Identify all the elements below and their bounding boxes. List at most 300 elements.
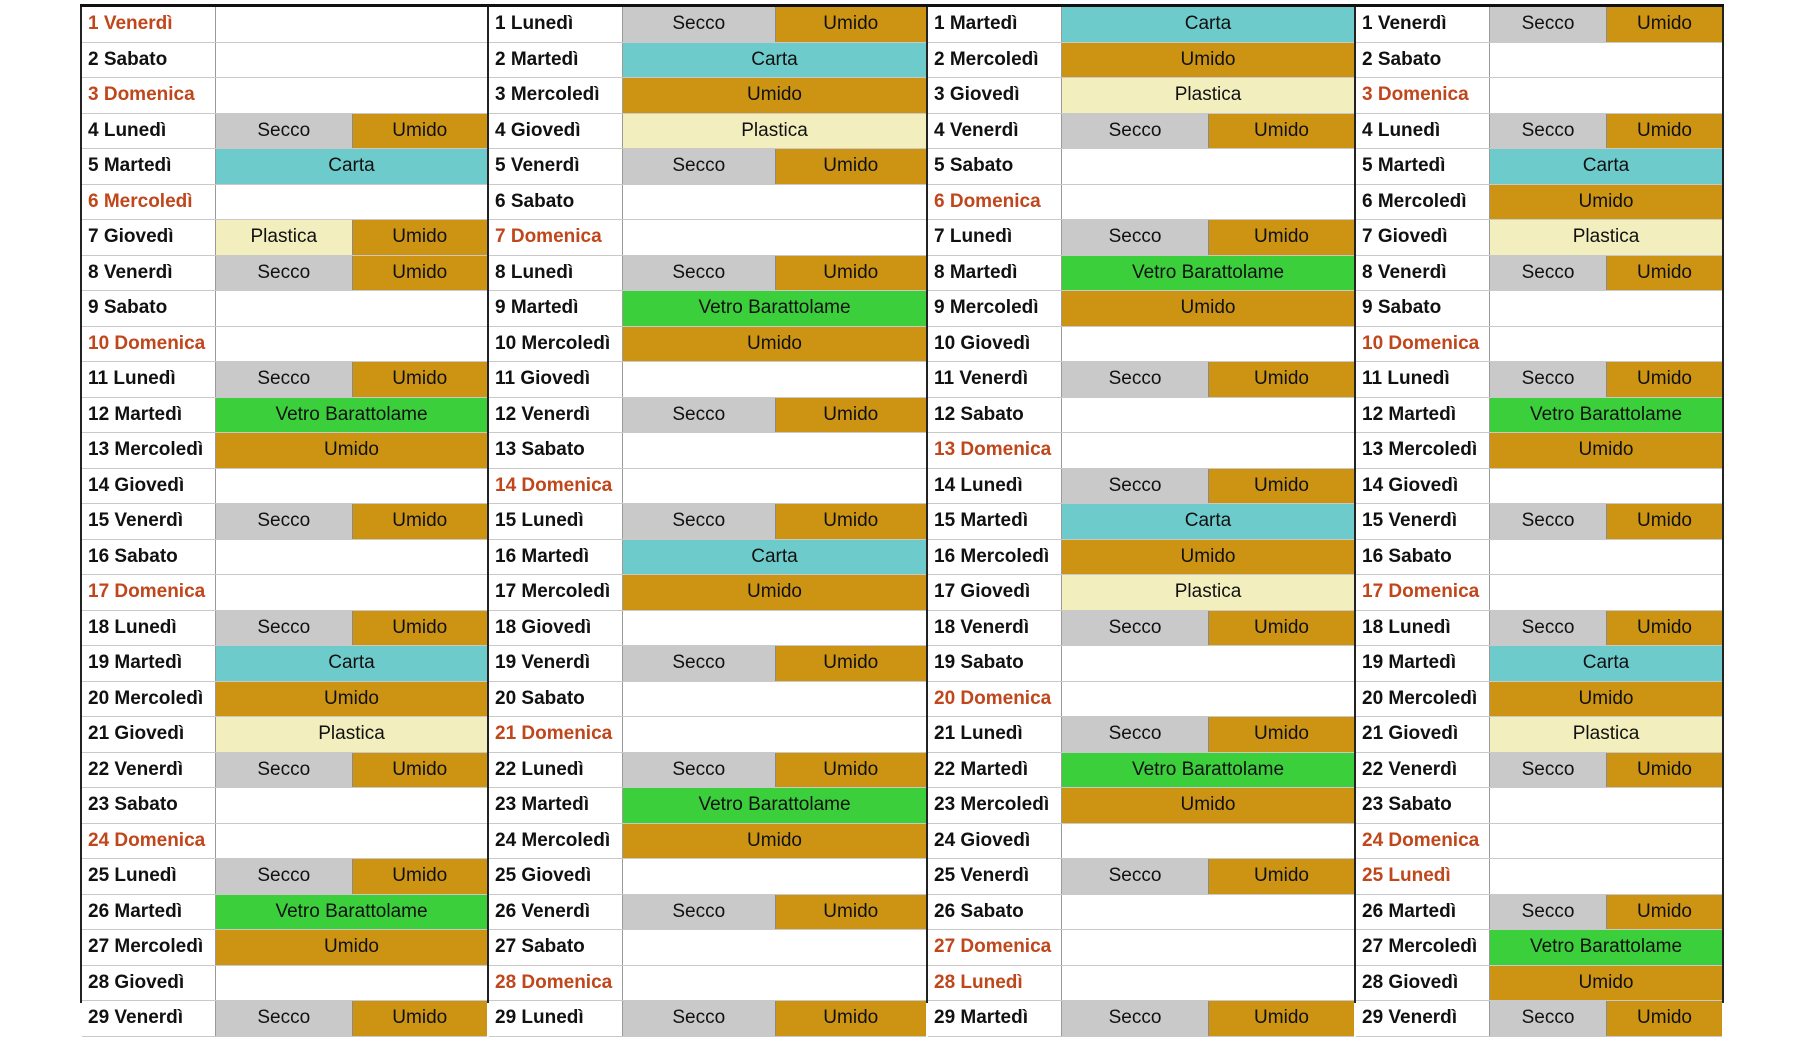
collection-slots [1062, 753, 1354, 788]
day-row [489, 362, 926, 398]
collection-slots [1490, 362, 1722, 397]
collection-slots [216, 362, 487, 397]
day-label: 8 Martedì [928, 256, 1062, 291]
day-label: 13 Sabato [489, 433, 623, 468]
collection-slots [1062, 114, 1354, 149]
day-row [489, 504, 926, 540]
day-row [489, 824, 926, 860]
waste-type-cell: Secco [623, 895, 775, 930]
collection-slots [216, 824, 487, 859]
day-label: 25 Venerdì [928, 859, 1062, 894]
day-label: 29 Martedì [928, 1001, 1062, 1036]
collection-slots [1062, 185, 1354, 220]
waste-type-cell: Umido [1606, 611, 1722, 646]
day-label: 27 Mercoledì [82, 930, 216, 965]
collection-slots [216, 43, 487, 78]
day-row [489, 327, 926, 363]
collection-slots [216, 7, 487, 42]
day-label: 23 Martedì [489, 788, 623, 823]
collection-slots [216, 149, 487, 184]
day-label: 28 Domenica [489, 966, 623, 1001]
day-label: 21 Lunedì [928, 717, 1062, 752]
waste-type-cell: Vetro Barattolame [1490, 398, 1722, 433]
day-row [928, 966, 1354, 1002]
day-label: 1 Venerdì [1356, 7, 1490, 42]
waste-type-cell: Umido [775, 753, 927, 788]
day-label: 14 Domenica [489, 469, 623, 504]
collection-slots [1490, 540, 1722, 575]
collection-slots [1490, 114, 1722, 149]
day-row [1356, 78, 1722, 114]
day-row [928, 930, 1354, 966]
day-row [928, 114, 1354, 150]
day-row [489, 895, 926, 931]
collection-slots [216, 646, 487, 681]
day-row [1356, 433, 1722, 469]
collection-slots [1062, 824, 1354, 859]
collection-slots [1062, 469, 1354, 504]
waste-type-cell: Umido [1208, 611, 1354, 646]
day-label: 23 Sabato [82, 788, 216, 823]
waste-type-cell: Secco [623, 398, 775, 433]
waste-type-cell: Umido [1490, 185, 1722, 220]
day-label: 1 Martedì [928, 7, 1062, 42]
waste-type-cell: Umido [1208, 469, 1354, 504]
collection-slots [216, 504, 487, 539]
collection-slots [1490, 43, 1722, 78]
collection-slots [623, 1001, 926, 1036]
day-row [1356, 43, 1722, 79]
day-row [1356, 1001, 1722, 1037]
waste-type-cell: Secco [1062, 469, 1208, 504]
collection-slots [216, 469, 487, 504]
day-row [489, 859, 926, 895]
day-row [928, 291, 1354, 327]
day-label: 16 Sabato [1356, 540, 1490, 575]
day-label: 3 Domenica [82, 78, 216, 113]
day-label: 7 Giovedì [82, 220, 216, 255]
day-label: 6 Mercoledì [1356, 185, 1490, 220]
day-row [1356, 966, 1722, 1002]
day-label: 24 Mercoledì [489, 824, 623, 859]
day-row [928, 398, 1354, 434]
day-row [489, 220, 926, 256]
collection-slots [1062, 504, 1354, 539]
waste-type-cell: Secco [216, 362, 352, 397]
waste-type-cell: Secco [623, 753, 775, 788]
day-row [1356, 575, 1722, 611]
day-row [1356, 469, 1722, 505]
waste-type-cell: Umido [216, 433, 487, 468]
day-row [82, 717, 487, 753]
collection-calendar [80, 4, 1724, 1029]
day-label: 17 Domenica [82, 575, 216, 610]
day-label: 5 Sabato [928, 149, 1062, 184]
day-row [489, 433, 926, 469]
day-label: 7 Lunedì [928, 220, 1062, 255]
day-row [928, 43, 1354, 79]
day-label: 16 Martedì [489, 540, 623, 575]
day-row [928, 788, 1354, 824]
day-row [489, 575, 926, 611]
day-row [82, 895, 487, 931]
day-label: 11 Lunedì [1356, 362, 1490, 397]
day-label: 13 Domenica [928, 433, 1062, 468]
waste-type-cell: Secco [216, 611, 352, 646]
waste-type-cell: Secco [623, 256, 775, 291]
collection-slots [216, 753, 487, 788]
day-label: 5 Martedì [1356, 149, 1490, 184]
collection-slots [623, 362, 926, 397]
collection-slots [216, 185, 487, 220]
waste-type-cell: Umido [775, 398, 927, 433]
collection-slots [1490, 185, 1722, 220]
day-label: 17 Domenica [1356, 575, 1490, 610]
collection-slots [1490, 327, 1722, 362]
day-row [82, 1001, 487, 1037]
day-label: 2 Mercoledì [928, 43, 1062, 78]
waste-type-cell: Umido [352, 220, 488, 255]
day-label: 26 Martedì [1356, 895, 1490, 930]
waste-type-cell: Umido [1606, 7, 1722, 42]
collection-slots [216, 114, 487, 149]
day-label: 10 Giovedì [928, 327, 1062, 362]
waste-type-cell: Umido [216, 682, 487, 717]
waste-type-cell: Umido [352, 753, 488, 788]
waste-type-cell: Umido [1208, 717, 1354, 752]
collection-slots [1062, 327, 1354, 362]
day-label: 24 Domenica [1356, 824, 1490, 859]
waste-type-cell: Umido [1208, 859, 1354, 894]
waste-type-cell: Umido [623, 327, 926, 362]
day-row [928, 895, 1354, 931]
waste-type-cell: Vetro Barattolame [216, 398, 487, 433]
collection-slots [216, 220, 487, 255]
day-label: 16 Sabato [82, 540, 216, 575]
day-label: 15 Lunedì [489, 504, 623, 539]
collection-slots [623, 185, 926, 220]
day-label: 26 Sabato [928, 895, 1062, 930]
day-label: 17 Mercoledì [489, 575, 623, 610]
day-row [1356, 824, 1722, 860]
collection-slots [623, 433, 926, 468]
waste-type-cell: Umido [1062, 43, 1354, 78]
day-label: 5 Venerdì [489, 149, 623, 184]
waste-type-cell: Secco [1490, 362, 1606, 397]
collection-slots [623, 114, 926, 149]
waste-type-cell: Secco [623, 7, 775, 42]
collection-slots [1062, 646, 1354, 681]
day-label: 13 Mercoledì [1356, 433, 1490, 468]
collection-slots [1490, 149, 1722, 184]
day-row [1356, 717, 1722, 753]
day-label: 27 Domenica [928, 930, 1062, 965]
collection-slots [1490, 930, 1722, 965]
day-row [928, 7, 1354, 43]
day-label: 19 Martedì [82, 646, 216, 681]
waste-type-cell: Umido [775, 149, 927, 184]
day-label: 9 Sabato [1356, 291, 1490, 326]
day-label: 18 Giovedì [489, 611, 623, 646]
day-row [489, 717, 926, 753]
collection-slots [216, 966, 487, 1001]
day-label: 20 Mercoledì [82, 682, 216, 717]
waste-type-cell: Carta [216, 149, 487, 184]
collection-slots [1490, 398, 1722, 433]
collection-slots [1062, 1001, 1354, 1036]
collection-slots [216, 611, 487, 646]
day-label: 7 Domenica [489, 220, 623, 255]
day-row [489, 611, 926, 647]
waste-type-cell: Umido [623, 575, 926, 610]
day-row [1356, 149, 1722, 185]
waste-type-cell: Umido [352, 256, 488, 291]
day-label: 12 Sabato [928, 398, 1062, 433]
day-label: 22 Venerdì [82, 753, 216, 788]
waste-type-cell: Umido [1490, 682, 1722, 717]
collection-slots [216, 930, 487, 965]
day-row [489, 256, 926, 292]
waste-type-cell: Vetro Barattolame [1490, 930, 1722, 965]
day-label: 18 Lunedì [1356, 611, 1490, 646]
day-label: 29 Venerdì [1356, 1001, 1490, 1036]
waste-type-cell: Carta [1490, 149, 1722, 184]
day-row [928, 433, 1354, 469]
collection-slots [623, 327, 926, 362]
day-row [1356, 398, 1722, 434]
day-row [82, 327, 487, 363]
collection-slots [623, 788, 926, 823]
day-row [82, 788, 487, 824]
day-row [82, 930, 487, 966]
day-label: 4 Giovedì [489, 114, 623, 149]
day-row [1356, 930, 1722, 966]
collection-slots [1062, 717, 1354, 752]
waste-type-cell: Umido [1606, 1001, 1722, 1036]
collection-slots [1490, 966, 1722, 1001]
waste-type-cell: Umido [352, 1001, 488, 1036]
day-label: 9 Mercoledì [928, 291, 1062, 326]
waste-type-cell: Umido [775, 646, 927, 681]
collection-slots [216, 859, 487, 894]
day-row [489, 78, 926, 114]
waste-type-cell: Secco [1490, 895, 1606, 930]
day-row [928, 78, 1354, 114]
collection-slots [623, 682, 926, 717]
waste-type-cell: Umido [623, 78, 926, 113]
day-row [928, 611, 1354, 647]
day-label: 11 Venerdì [928, 362, 1062, 397]
day-label: 10 Domenica [1356, 327, 1490, 362]
day-label: 25 Lunedì [82, 859, 216, 894]
day-label: 3 Giovedì [928, 78, 1062, 113]
day-row [82, 114, 487, 150]
day-row [1356, 611, 1722, 647]
day-row [928, 220, 1354, 256]
day-row [82, 78, 487, 114]
collection-slots [623, 43, 926, 78]
collection-slots [623, 149, 926, 184]
collection-slots [1490, 291, 1722, 326]
day-label: 24 Giovedì [928, 824, 1062, 859]
day-row [1356, 7, 1722, 43]
waste-type-cell: Umido [1208, 114, 1354, 149]
day-row [82, 575, 487, 611]
collection-slots [1062, 788, 1354, 823]
waste-type-cell: Umido [1062, 788, 1354, 823]
waste-type-cell: Umido [1606, 895, 1722, 930]
day-label: 7 Giovedì [1356, 220, 1490, 255]
waste-type-cell: Umido [216, 930, 487, 965]
day-label: 8 Lunedì [489, 256, 623, 291]
waste-type-cell: Secco [216, 859, 352, 894]
collection-slots [1490, 646, 1722, 681]
day-row [1356, 256, 1722, 292]
waste-type-cell: Secco [1062, 1001, 1208, 1036]
waste-type-cell: Umido [1062, 540, 1354, 575]
waste-type-cell: Secco [216, 504, 352, 539]
day-label: 12 Martedì [1356, 398, 1490, 433]
day-row [1356, 327, 1722, 363]
day-row [1356, 682, 1722, 718]
day-row [489, 114, 926, 150]
day-label: 19 Venerdì [489, 646, 623, 681]
collection-slots [1062, 7, 1354, 42]
collection-slots [623, 540, 926, 575]
day-row [1356, 114, 1722, 150]
collection-slots [623, 575, 926, 610]
day-label: 28 Lunedì [928, 966, 1062, 1001]
collection-slots [1490, 859, 1722, 894]
day-label: 21 Giovedì [1356, 717, 1490, 752]
waste-type-cell: Umido [1490, 966, 1722, 1001]
waste-type-cell: Secco [216, 256, 352, 291]
waste-type-cell: Plastica [623, 114, 926, 149]
day-label: 19 Sabato [928, 646, 1062, 681]
waste-type-cell: Secco [1490, 1001, 1606, 1036]
day-row [82, 646, 487, 682]
day-row [928, 753, 1354, 789]
waste-type-cell: Umido [1606, 114, 1722, 149]
day-label: 2 Sabato [1356, 43, 1490, 78]
day-label: 1 Lunedì [489, 7, 623, 42]
day-row [489, 7, 926, 43]
waste-type-cell: Secco [216, 753, 352, 788]
collection-slots [623, 646, 926, 681]
day-row [489, 149, 926, 185]
day-row [489, 1001, 926, 1037]
day-row [82, 682, 487, 718]
waste-type-cell: Plastica [1062, 575, 1354, 610]
waste-type-cell: Secco [216, 1001, 352, 1036]
day-row [489, 469, 926, 505]
day-row [928, 185, 1354, 221]
day-row [489, 398, 926, 434]
collection-slots [623, 256, 926, 291]
collection-slots [623, 469, 926, 504]
waste-type-cell: Umido [775, 7, 927, 42]
waste-type-cell: Secco [1062, 362, 1208, 397]
collection-slots [216, 895, 487, 930]
collection-slots [1490, 682, 1722, 717]
day-label: 23 Sabato [1356, 788, 1490, 823]
waste-type-cell: Umido [352, 611, 488, 646]
collection-slots [1490, 220, 1722, 255]
waste-type-cell: Carta [216, 646, 487, 681]
collection-slots [1062, 362, 1354, 397]
day-row [82, 43, 487, 79]
collection-slots [216, 717, 487, 752]
collection-slots [623, 717, 926, 752]
day-row [489, 646, 926, 682]
day-label: 18 Venerdì [928, 611, 1062, 646]
collection-slots [1490, 753, 1722, 788]
waste-type-cell: Umido [352, 859, 488, 894]
day-row [82, 859, 487, 895]
collection-slots [216, 540, 487, 575]
waste-type-cell: Umido [623, 824, 926, 859]
day-label: 28 Giovedì [1356, 966, 1490, 1001]
collection-slots [216, 78, 487, 113]
day-label: 14 Giovedì [82, 469, 216, 504]
day-label: 24 Domenica [82, 824, 216, 859]
collection-slots [1062, 966, 1354, 1001]
day-row [928, 717, 1354, 753]
waste-type-cell: Plastica [1490, 717, 1722, 752]
day-label: 2 Martedì [489, 43, 623, 78]
waste-type-cell: Umido [1208, 362, 1354, 397]
day-row [1356, 362, 1722, 398]
day-label: 22 Lunedì [489, 753, 623, 788]
collection-slots [1062, 575, 1354, 610]
day-row [489, 966, 926, 1002]
waste-type-cell: Secco [623, 646, 775, 681]
day-label: 17 Giovedì [928, 575, 1062, 610]
day-row [928, 327, 1354, 363]
day-label: 21 Domenica [489, 717, 623, 752]
collection-slots [623, 291, 926, 326]
collection-slots [1490, 717, 1722, 752]
waste-type-cell: Plastica [1490, 220, 1722, 255]
day-row [82, 220, 487, 256]
waste-type-cell: Secco [1062, 611, 1208, 646]
day-row [928, 824, 1354, 860]
collection-slots [1490, 504, 1722, 539]
day-label: 10 Mercoledì [489, 327, 623, 362]
collection-slots [1490, 824, 1722, 859]
collection-slots [623, 859, 926, 894]
collection-slots [1062, 78, 1354, 113]
day-row [82, 469, 487, 505]
day-row [82, 753, 487, 789]
day-label: 29 Venerdì [82, 1001, 216, 1036]
day-row [1356, 646, 1722, 682]
day-label: 6 Mercoledì [82, 185, 216, 220]
waste-type-cell: Carta [1062, 504, 1354, 539]
day-label: 3 Mercoledì [489, 78, 623, 113]
day-label: 6 Sabato [489, 185, 623, 220]
day-label: 9 Sabato [82, 291, 216, 326]
day-row [82, 504, 487, 540]
collection-slots [623, 398, 926, 433]
month-column-3 [926, 7, 1354, 1029]
waste-type-cell: Secco [1490, 504, 1606, 539]
collection-slots [1490, 469, 1722, 504]
day-row [82, 362, 487, 398]
waste-type-cell: Carta [623, 43, 926, 78]
day-row [928, 504, 1354, 540]
collection-slots [216, 682, 487, 717]
